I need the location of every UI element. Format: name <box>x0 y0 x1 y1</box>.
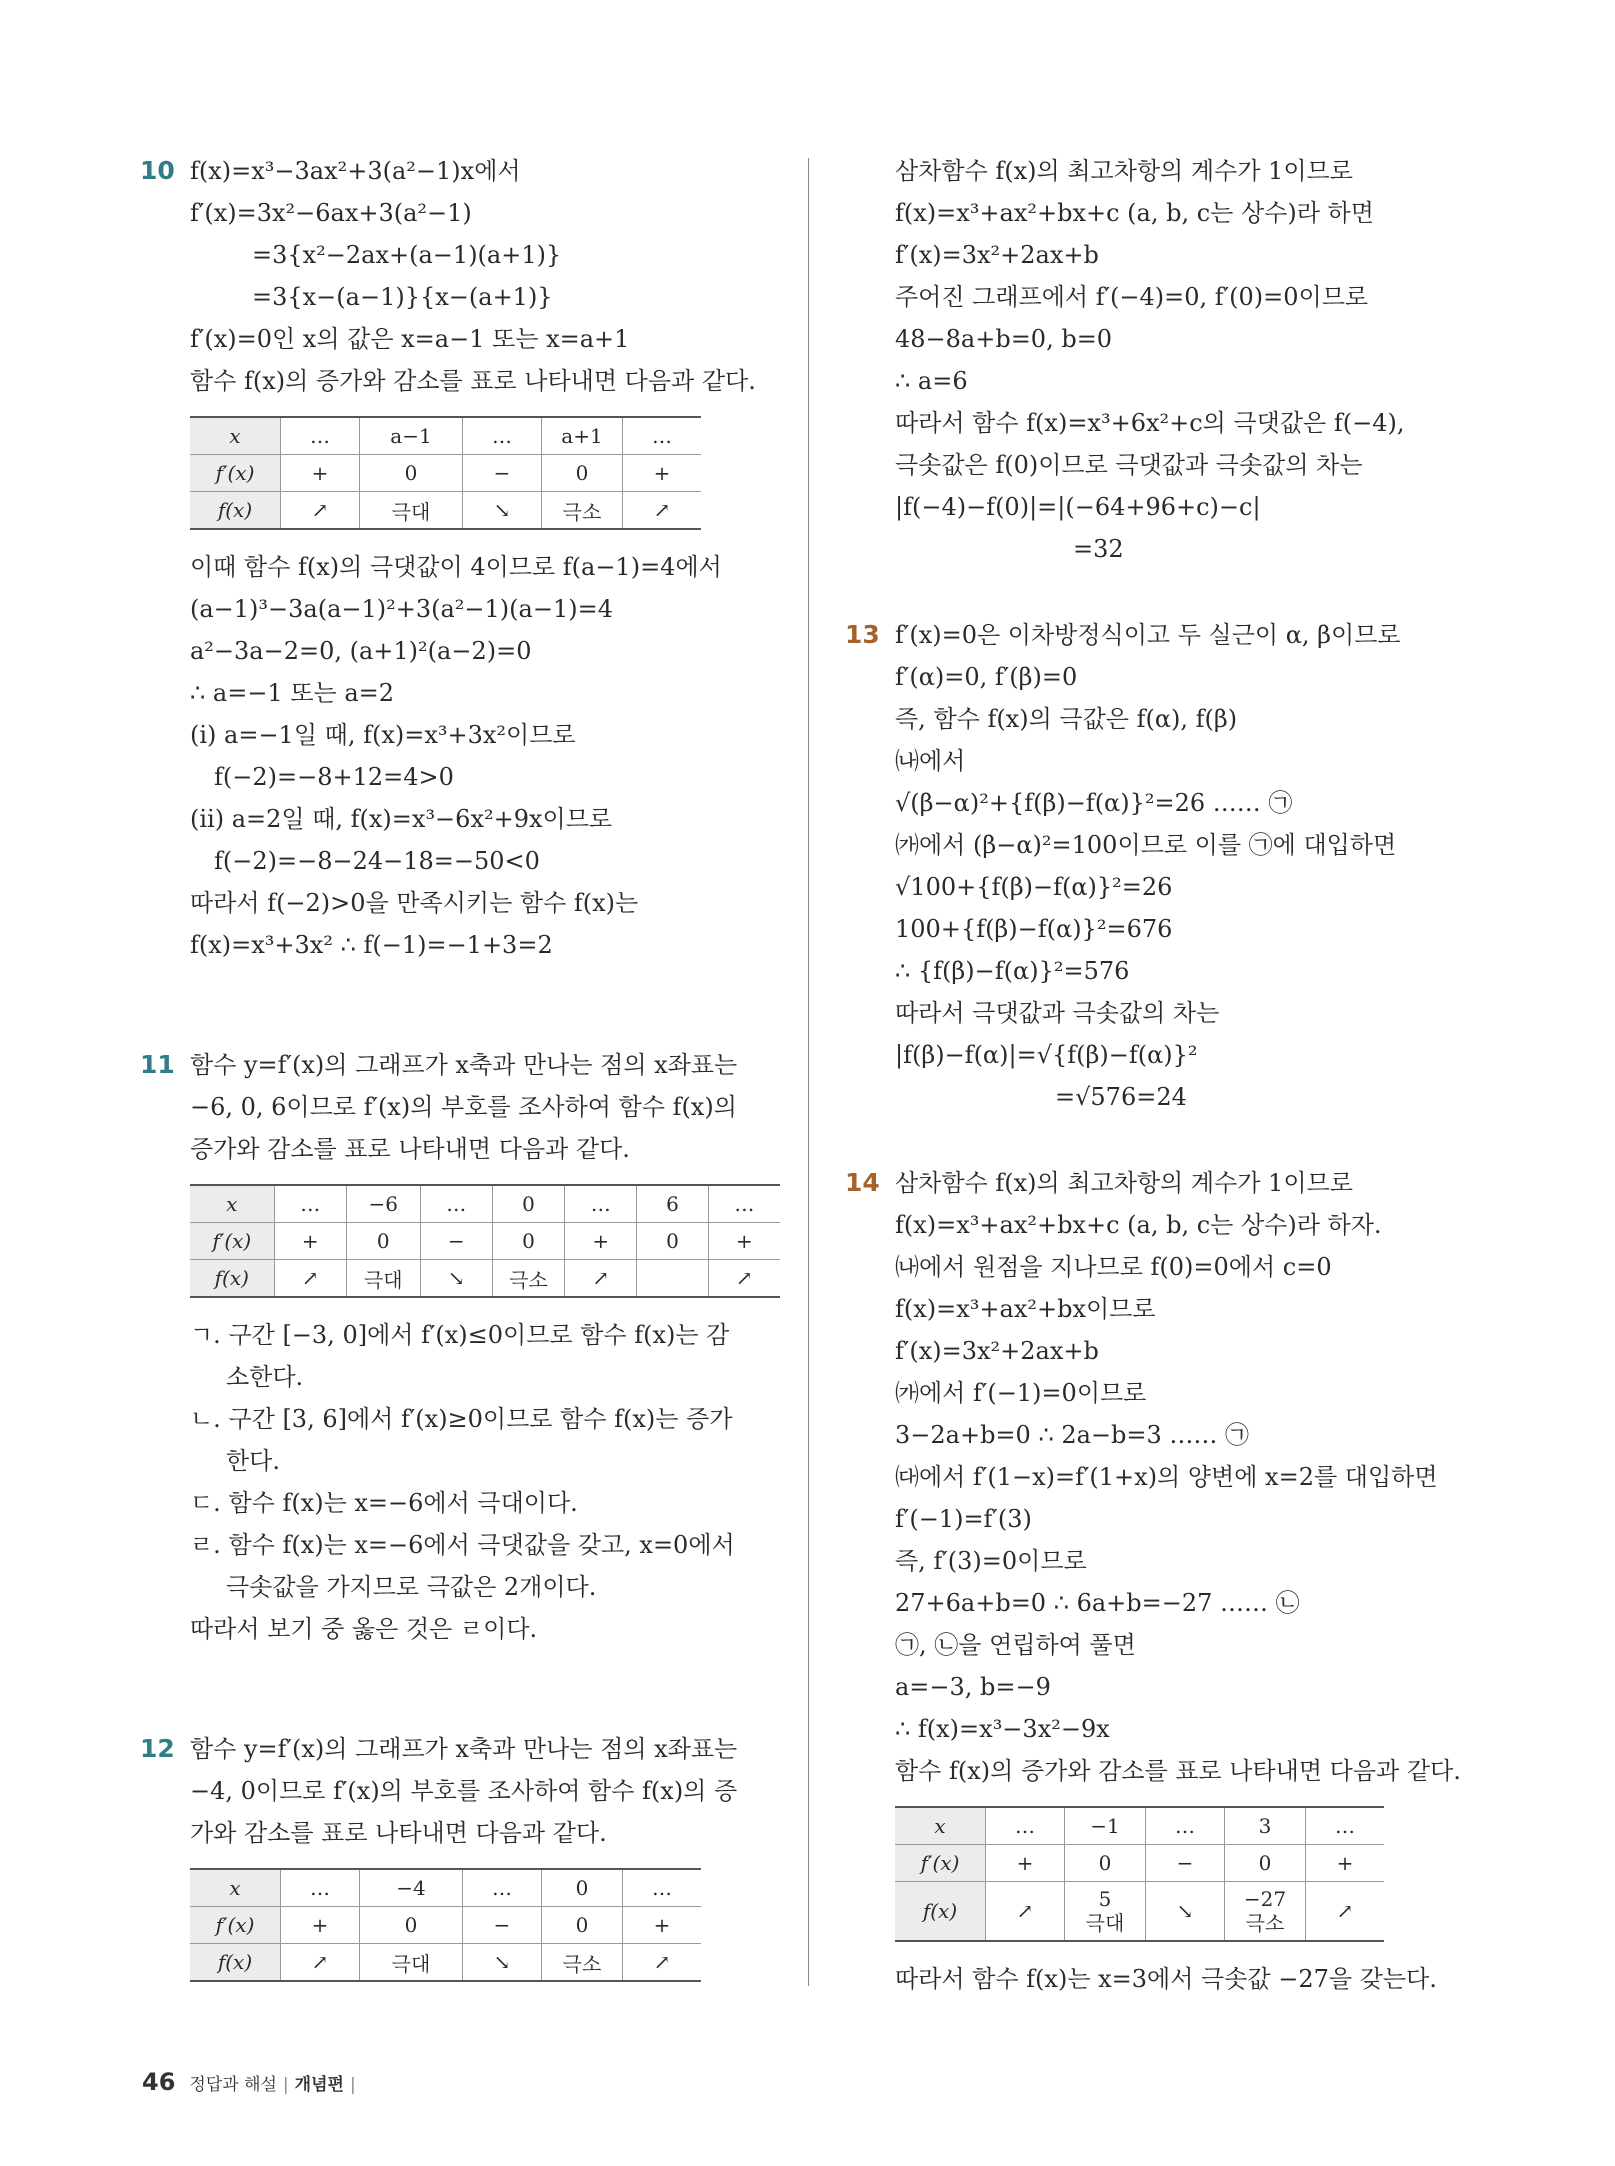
solution-line: ∴ a=6 <box>895 367 968 395</box>
table-cell: f′(x) <box>190 1223 274 1260</box>
table-cell <box>637 1260 708 1298</box>
solution-line: 즉, 함수 f(x)의 극값은 f(α), f(β) <box>895 705 1238 733</box>
solution-line: (ⅰ) a=−1일 때, f(x)=x³+3x²이므로 <box>190 721 576 749</box>
problem-number: 10 <box>140 156 175 185</box>
table-cell: f′(x) <box>190 455 281 492</box>
solution-line: =32 <box>1073 535 1124 563</box>
solution-line: 이때 함수 f(x)의 극댓값이 4이므로 f(a−1)=4에서 <box>190 553 722 581</box>
table-cell: 0 <box>346 1223 420 1260</box>
choice-item: ㄴ. 구간 [3, 6]에서 f′(x)≥0이므로 함수 f(x)는 증가 <box>190 1405 733 1433</box>
table-cell: + <box>274 1223 346 1260</box>
solution-line: 따라서 극댓값과 극솟값의 차는 <box>895 999 1220 1027</box>
table-cell: − <box>420 1223 492 1260</box>
solution-line: 삼차함수 f(x)의 최고차항의 계수가 1이므로 <box>895 157 1353 185</box>
table-cell: ↗ <box>274 1260 346 1298</box>
choice-item: ㄹ. 함수 f(x)는 x=−6에서 극댓값을 갖고, x=0에서 <box>190 1531 735 1559</box>
solution-line: f′(x)=0인 x의 값은 x=a−1 또는 x=a+1 <box>190 325 630 353</box>
table-cell: x <box>190 1185 274 1223</box>
solution-line: 가와 감소를 표로 나타내면 다음과 같다. <box>190 1819 607 1847</box>
right-column <box>845 150 1485 2000</box>
choice-item: 소한다. <box>226 1363 304 1391</box>
choice-item: ㄷ. 함수 f(x)는 x=−6에서 극대이다. <box>190 1489 578 1517</box>
conclusion: 따라서 보기 중 옳은 것은 ㄹ이다. <box>190 1615 538 1643</box>
column-divider <box>808 158 809 1986</box>
table-cell: … <box>708 1185 780 1223</box>
table-cell: f(x) <box>190 1260 274 1298</box>
variation-table <box>190 416 701 530</box>
table-cell: 극대 <box>360 492 463 530</box>
table-cell: ↗ <box>623 492 702 530</box>
solution-line: 주어진 그래프에서 f′(−4)=0, f′(0)=0이므로 <box>895 283 1369 311</box>
solution-line: 함수 f(x)의 증가와 감소를 표로 나타내면 다음과 같다. <box>190 367 756 395</box>
table-cell-min <box>1225 1882 1306 1942</box>
solution-line: 삼차함수 f(x)의 최고차항의 계수가 1이므로 <box>895 1169 1353 1197</box>
solution-line: f(−2)=−8−24−18=−50<0 <box>214 847 540 875</box>
table-cell: + <box>986 1845 1065 1882</box>
solution-line: ㉠, ㉡을 연립하여 풀면 <box>895 1631 1136 1659</box>
table-cell: + <box>1306 1845 1385 1882</box>
table-cell: 0 <box>1065 1845 1146 1882</box>
extreme-label: 극소 <box>1245 1911 1285 1935</box>
solution-line: 따라서 함수 f(x)=x³+6x²+c의 극댓값은 f(−4), <box>895 409 1405 437</box>
table-cell: … <box>420 1185 492 1223</box>
extreme-label: 극대 <box>1085 1911 1125 1935</box>
problem-number: 13 <box>845 620 880 649</box>
solution-line: −4, 0이므로 f′(x)의 부호를 조사하여 함수 f(x)의 증 <box>190 1777 738 1805</box>
solution-line: √(β−α)²+{f(β)−f(α)}²=26 …… ㉠ <box>895 789 1293 817</box>
table-cell: … <box>274 1185 346 1223</box>
table-cell: − <box>463 455 542 492</box>
table-cell: − <box>463 1907 542 1944</box>
table-cell: −1 <box>1065 1807 1146 1845</box>
table-cell: + <box>565 1223 637 1260</box>
table-cell: ↘ <box>1146 1882 1225 1942</box>
table-cell: 0 <box>1225 1845 1306 1882</box>
table-cell: f(x) <box>190 492 281 530</box>
problem-12-continued <box>845 150 1485 570</box>
solution-line: 3−2a+b=0 ∴ 2a−b=3 …… ㉠ <box>895 1421 1250 1449</box>
solution-line: |f(β)−f(α)|=√{f(β)−f(α)}² <box>895 1041 1198 1069</box>
problem-13 <box>845 614 1485 1118</box>
solution-line: 함수 y=f′(x)의 그래프가 x축과 만나는 점의 x좌표는 <box>190 1051 738 1079</box>
table-cell: … <box>986 1807 1065 1845</box>
solution-line: ㈏에서 <box>895 747 966 775</box>
table-cell: −4 <box>360 1869 463 1907</box>
table-cell: 0 <box>637 1223 708 1260</box>
table-cell: … <box>281 1869 360 1907</box>
solution-line: f′(x)=3x²+2ax+b <box>895 241 1099 269</box>
table-cell: … <box>565 1185 637 1223</box>
table-cell-max <box>1065 1882 1146 1942</box>
problem-11 <box>140 1044 780 1650</box>
table-cell: 극소 <box>542 1944 623 1982</box>
table-cell: f(x) <box>895 1882 986 1942</box>
variation-table <box>895 1806 1384 1942</box>
choice-item: ㄱ. 구간 [−3, 0]에서 f′(x)≤0이므로 함수 f(x)는 감 <box>190 1321 730 1349</box>
conclusion: 따라서 함수 f(x)는 x=3에서 극솟값 −27을 갖는다. <box>895 1965 1437 1993</box>
variation-table <box>190 1184 780 1298</box>
table-cell: ↗ <box>708 1260 780 1298</box>
solution-line: ∴ f(x)=x³−3x²−9x <box>895 1715 1110 1743</box>
solution-line: ∴ {f(β)−f(α)}²=576 <box>895 957 1130 985</box>
problem-number: 12 <box>140 1734 175 1763</box>
table-cell: ↗ <box>281 1944 360 1982</box>
solution-line: 즉, f′(3)=0이므로 <box>895 1547 1087 1575</box>
table-cell: + <box>623 1907 702 1944</box>
table-cell: x <box>895 1807 986 1845</box>
solution-line: f(x)=x³+ax²+bx+c (a, b, c는 상수)라 하자. <box>895 1211 1382 1239</box>
table-cell: 극소 <box>542 492 623 530</box>
table-cell: f(x) <box>190 1944 281 1982</box>
solution-line: √100+{f(β)−f(α)}²=26 <box>895 873 1173 901</box>
solution-line: f(x)=x³+ax²+bx+c (a, b, c는 상수)라 하면 <box>895 199 1374 227</box>
table-cell: 6 <box>637 1185 708 1223</box>
solution-line: ㈐에서 f′(1−x)=f′(1+x)의 양변에 x=2를 대입하면 <box>895 1463 1438 1491</box>
solution-line: f′(x)=3x²−6ax+3(a²−1) <box>190 199 472 227</box>
solution-line: 48−8a+b=0, b=0 <box>895 325 1113 353</box>
table-cell: 0 <box>360 455 463 492</box>
left-column <box>140 150 780 1998</box>
table-cell: + <box>708 1223 780 1260</box>
solution-line: f(x)=x³−3ax²+3(a²−1)x에서 <box>190 157 521 185</box>
problem-number: 11 <box>140 1050 175 1079</box>
variation-table <box>190 1868 701 1982</box>
table-cell: 3 <box>1225 1807 1306 1845</box>
table-cell: 극소 <box>492 1260 564 1298</box>
table-cell: f′(x) <box>895 1845 986 1882</box>
table-cell: x <box>190 417 281 455</box>
solution-line: −6, 0, 6이므로 f′(x)의 부호를 조사하여 함수 f(x)의 <box>190 1093 737 1121</box>
table-cell: f′(x) <box>190 1907 281 1944</box>
solution-line: =3{x−(a−1)}{x−(a+1)} <box>252 283 553 311</box>
solution-line: a²−3a−2=0, (a+1)²(a−2)=0 <box>190 637 532 665</box>
extreme-value: 5 <box>1098 1887 1112 1911</box>
table-cell: ↗ <box>623 1944 702 1982</box>
table-cell: 0 <box>542 455 623 492</box>
problem-12 <box>140 1728 780 1982</box>
table-cell: ↗ <box>1306 1882 1385 1942</box>
table-cell: ↗ <box>281 492 360 530</box>
problem-10 <box>140 150 780 966</box>
solution-line: ㈏에서 원점을 지나므로 f(0)=0에서 c=0 <box>895 1253 1332 1281</box>
table-cell: + <box>281 455 360 492</box>
solution-line: f(x)=x³+3x² ∴ f(−1)=−1+3=2 <box>190 931 553 959</box>
solution-line: 따라서 f(−2)>0을 만족시키는 함수 f(x)는 <box>190 889 639 917</box>
table-cell: 극대 <box>360 1944 463 1982</box>
page-footer <box>142 2068 362 2096</box>
solution-line: 함수 y=f′(x)의 그래프가 x축과 만나는 점의 x좌표는 <box>190 1735 738 1763</box>
solution-line: ㈎에서 (β−α)²=100이므로 이를 ㉠에 대입하면 <box>895 831 1397 859</box>
table-cell: … <box>281 417 360 455</box>
table-cell: + <box>623 455 702 492</box>
solution-line: ∴ a=−1 또는 a=2 <box>190 679 395 707</box>
table-cell: ↘ <box>463 492 542 530</box>
solution-line: =√576=24 <box>1055 1083 1187 1111</box>
table-cell: a−1 <box>360 417 463 455</box>
problem-14 <box>845 1162 1485 2000</box>
solution-line: f′(x)=0은 이차방정식이고 두 실근이 α, β이므로 <box>895 621 1401 649</box>
table-cell: … <box>1306 1807 1385 1845</box>
table-cell: ↘ <box>463 1944 542 1982</box>
extreme-value: −27 <box>1243 1887 1287 1911</box>
table-cell: … <box>623 1869 702 1907</box>
footer-separator: | <box>349 2075 356 2095</box>
table-cell: x <box>190 1869 281 1907</box>
table-cell: 0 <box>542 1907 623 1944</box>
solution-line: f(−2)=−8+12=4>0 <box>214 763 454 791</box>
choice-item: 극솟값을 가지므로 극값은 2개이다. <box>226 1573 597 1601</box>
table-cell: 극대 <box>346 1260 420 1298</box>
solution-line: =3{x²−2ax+(a−1)(a+1)} <box>252 241 562 269</box>
table-cell: … <box>463 417 542 455</box>
problem-number: 14 <box>845 1168 880 1197</box>
solution-line: 증가와 감소를 표로 나타내면 다음과 같다. <box>190 1135 630 1163</box>
table-cell: −6 <box>346 1185 420 1223</box>
solution-line: f′(α)=0, f′(β)=0 <box>895 663 1078 691</box>
table-cell: ↘ <box>420 1260 492 1298</box>
table-cell: ↗ <box>565 1260 637 1298</box>
solution-line: f′(x)=3x²+2ax+b <box>895 1337 1099 1365</box>
table-cell: ↗ <box>986 1882 1065 1942</box>
choice-item: 한다. <box>226 1447 280 1475</box>
solution-line: (a−1)³−3a(a−1)²+3(a²−1)(a−1)=4 <box>190 595 613 623</box>
solution-line: |f(−4)−f(0)|=|(−64+96+c)−c| <box>895 493 1261 521</box>
table-cell: 0 <box>492 1185 564 1223</box>
table-cell: − <box>1146 1845 1225 1882</box>
solution-line: (ⅱ) a=2일 때, f(x)=x³−6x²+9x이므로 <box>190 805 613 833</box>
solution-line: 극솟값은 f(0)이므로 극댓값과 극솟값의 차는 <box>895 451 1363 479</box>
solution-line: ㈎에서 f′(−1)=0이므로 <box>895 1379 1147 1407</box>
page-number: 46 <box>142 2068 176 2096</box>
footer-separator: | <box>282 2075 289 2095</box>
solution-line: a=−3, b=−9 <box>895 1673 1051 1701</box>
table-cell: 0 <box>360 1907 463 1944</box>
solution-line: f(x)=x³+ax²+bx이므로 <box>895 1295 1156 1323</box>
table-cell: + <box>281 1907 360 1944</box>
table-cell: … <box>463 1869 542 1907</box>
table-cell: a+1 <box>542 417 623 455</box>
table-cell: … <box>623 417 702 455</box>
table-cell: 0 <box>542 1869 623 1907</box>
solution-line: 함수 f(x)의 증가와 감소를 표로 나타내면 다음과 같다. <box>895 1757 1461 1785</box>
solution-line: 100+{f(β)−f(α)}²=676 <box>895 915 1173 943</box>
footer-edition: 개념편 <box>294 2075 344 2095</box>
solution-line: 27+6a+b=0 ∴ 6a+b=−27 …… ㉡ <box>895 1589 1300 1617</box>
solution-line: f′(−1)=f′(3) <box>895 1505 1032 1533</box>
footer-section: 정답과 해설 <box>189 2075 277 2095</box>
table-cell: … <box>1146 1807 1225 1845</box>
table-cell: 0 <box>492 1223 564 1260</box>
